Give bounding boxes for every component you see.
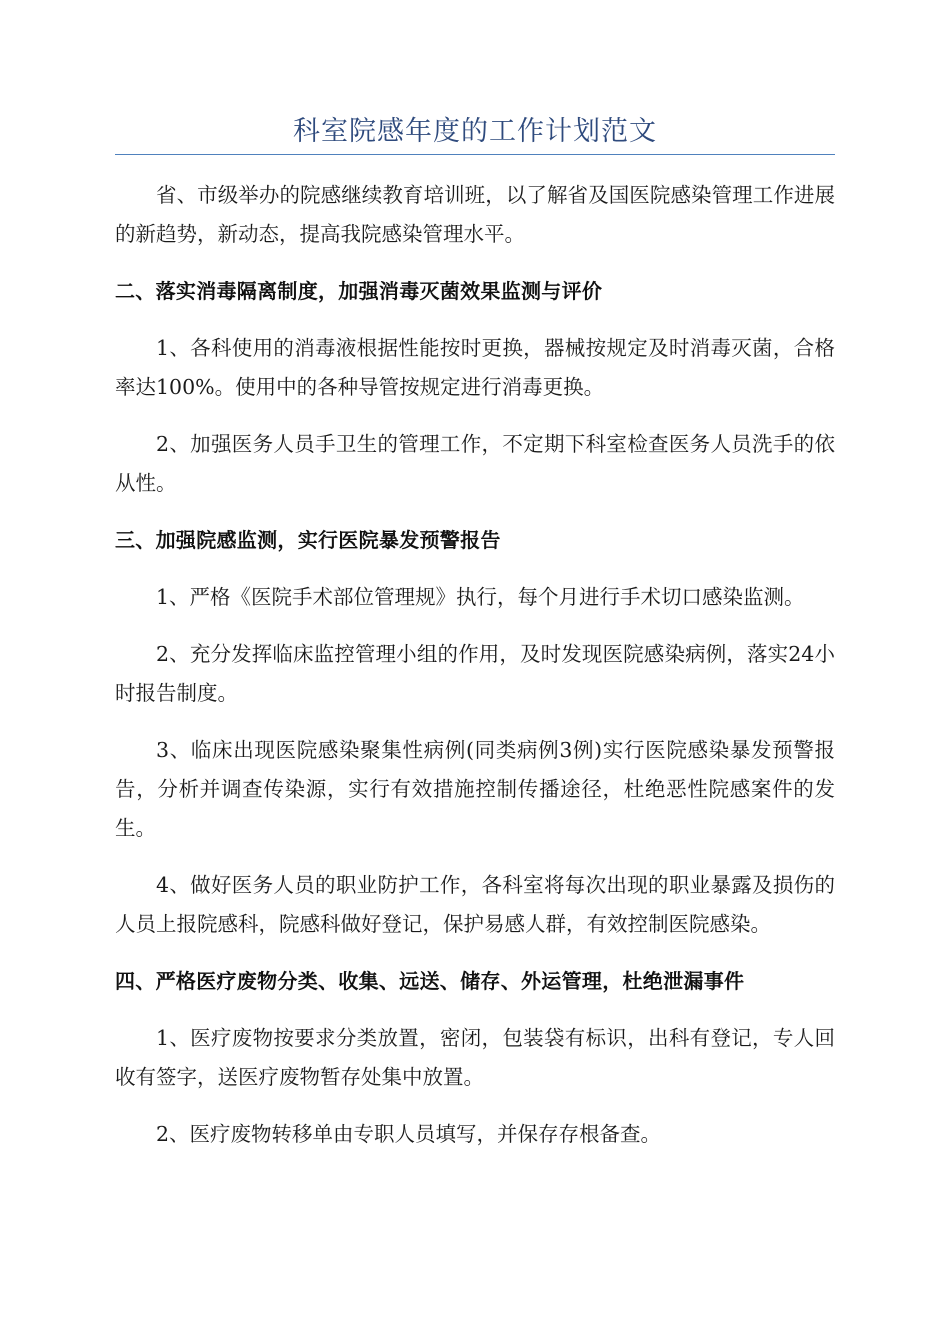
section-heading-4: 四、严格医疗废物分类、收集、远送、储存、外运管理，杜绝泄漏事件: [115, 969, 745, 993]
document-body: [115, 176, 835, 1172]
paragraph-2-1: 1、各科使用的消毒液根据性能按时更换，器械按规定及时消毒灭菌，合格率达100%。使用中的各种导管按规定进行消毒更换。: [115, 336, 835, 399]
paragraph-3-4: 4、做好医务人员的职业防护工作，各科室将每次出现的职业暴露及损伤的人员上报院感科，院感科做好登记，保护易感人群，有效控制医院感染。: [115, 873, 835, 936]
paragraph-3-1: 1、严格《医院手术部位管理规》执行，每个月进行手术切口感染监测。: [156, 585, 805, 609]
paragraph-4-1: 1、医疗废物按要求分类放置，密闭，包装袋有标识，出科有登记，专人回收有签字，送医疗废物暂存处集中放置。: [115, 1026, 835, 1089]
section-heading-3: 三、加强院感监测，实行医院暴发预警报告: [115, 528, 501, 552]
paragraph-3-2: 2、充分发挥临床监控管理小组的作用，及时发现医院感染病例，落实24小时报告制度。: [115, 642, 835, 705]
paragraph-3-3: 3、临床出现医院感染聚集性病例(同类病例3例)实行医院感染暴发预警报告，分析并调查传染源，实行有效措施控制传播途径，杜绝恶性院感案件的发生。: [115, 738, 835, 840]
document-title: 科室院感年度的工作计划范文: [293, 116, 657, 147]
paragraph-intro: 省、市级举办的院感继续教育培训班，以了解省及国医院感染管理工作进展的新趋势，新动态，提高我院感染管理水平。: [115, 183, 835, 246]
paragraph-2-2: 2、加强医务人员手卫生的管理工作，不定期下科室检查医务人员洗手的依从性。: [115, 432, 835, 495]
title-underline: [115, 154, 835, 155]
section-heading-2: 二、落实消毒隔离制度，加强消毒灭菌效果监测与评价: [115, 279, 603, 303]
paragraph-4-2: 2、医疗废物转移单由专职人员填写，并保存存根备查。: [156, 1122, 662, 1146]
